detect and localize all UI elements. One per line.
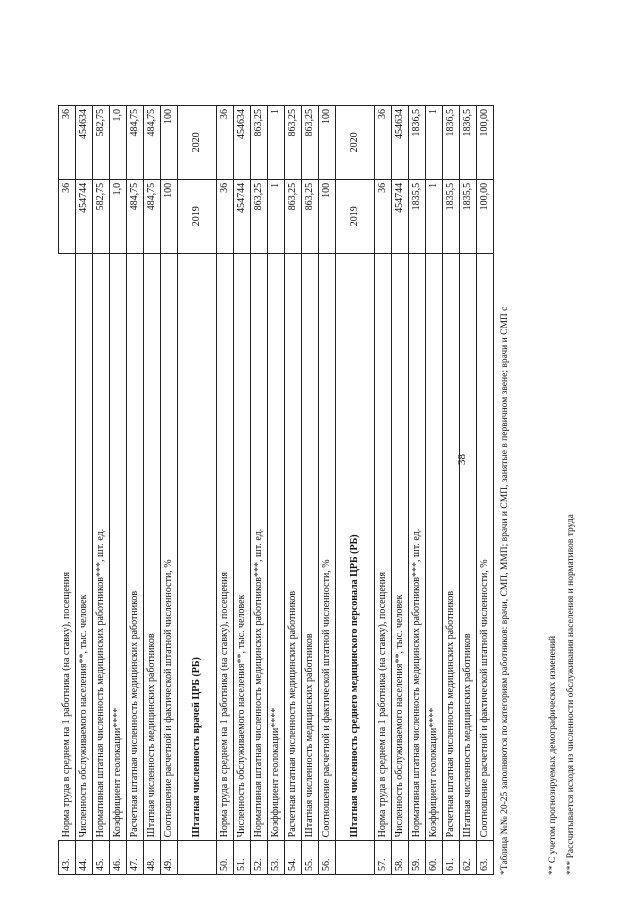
table-row — [375, 106, 392, 875]
row-label: Норма труда в среднем на 1 работника (на ставку), посещения — [375, 253, 392, 841]
table-row — [76, 106, 93, 875]
value-2019: 2019 — [178, 179, 217, 253]
value-2019: 36 — [217, 179, 234, 253]
row-label: Норма труда в среднем на 1 работника (на ставку), посещения — [59, 253, 76, 841]
value-2020: 36 — [59, 106, 76, 180]
value-2020: 454634 — [392, 106, 409, 180]
row-number: 47. — [127, 841, 144, 875]
value-2019: 582,75 — [93, 179, 110, 253]
value-2019: 1,0 — [110, 179, 127, 253]
value-2020: 36 — [217, 106, 234, 180]
value-2020: 484,75 — [127, 106, 144, 180]
row-label: Штатная численность среднего медицинского персонала ЦРБ (РБ) — [336, 253, 375, 841]
row-number: 58. — [392, 841, 409, 875]
value-2019: 100,00 — [477, 179, 494, 253]
row-number: 49. — [161, 841, 178, 875]
row-label: Штатная численность медицинских работников — [144, 253, 161, 841]
row-label: Расчетная штатная численность медицинских работников — [443, 253, 460, 841]
row-label: Коэффициент геолокации**** — [426, 253, 443, 841]
footnote-1: *Таблица №№ 20-25 заполняются по категориям работников: врачи, СМП, ММП; врачи и СМП, занятые в первичном звене; врачи и СМП с — [500, 306, 510, 875]
table-row — [268, 106, 285, 875]
row-label: Расчетная штатная численность медицинских работников — [285, 253, 302, 841]
row-number — [178, 841, 217, 875]
value-2020: 582,75 — [93, 106, 110, 180]
table-row — [234, 106, 251, 875]
value-2020: 1836,5 — [443, 106, 460, 180]
value-2019: 2019 — [336, 179, 375, 253]
table-row — [302, 106, 319, 875]
row-number: 44. — [76, 841, 93, 875]
row-number: 46. — [110, 841, 127, 875]
value-2020: 863,25 — [302, 106, 319, 180]
value-2020: 36 — [375, 106, 392, 180]
row-number: 53. — [268, 841, 285, 875]
row-label: Численность обслуживаемого населения**, тыс. человек — [392, 253, 409, 841]
row-number: 51. — [234, 841, 251, 875]
row-label: Коэффициент геолокации**** — [268, 253, 285, 841]
row-number: 61. — [443, 841, 460, 875]
value-2020: 863,25 — [251, 106, 268, 180]
value-2020: 863,25 — [285, 106, 302, 180]
value-2019: 1 — [268, 179, 285, 253]
row-number: 56. — [319, 841, 336, 875]
row-label: Штатная численность врачей ЦРБ (РБ) — [178, 253, 217, 841]
row-number: 43. — [59, 841, 76, 875]
table-row — [285, 106, 302, 875]
row-number: 50. — [217, 841, 234, 875]
row-number: 57. — [375, 841, 392, 875]
footnote-3: *** Рассчитывается исходя из численности обслуживания населения и нормативов труда — [566, 514, 576, 875]
value-2020: 454634 — [76, 106, 93, 180]
value-2020: 100,00 — [477, 106, 494, 180]
row-number: 63. — [477, 841, 494, 875]
value-2019: 1 — [426, 179, 443, 253]
table-row — [477, 106, 494, 875]
value-2019: 1835,5 — [443, 179, 460, 253]
section-header-row — [178, 106, 217, 875]
value-2019: 100 — [319, 179, 336, 253]
value-2019: 484,75 — [144, 179, 161, 253]
section-header-row — [336, 106, 375, 875]
row-label: Коэффициент геолокации**** — [110, 253, 127, 841]
table-row — [392, 106, 409, 875]
value-2019: 863,25 — [302, 179, 319, 253]
table-row — [110, 106, 127, 875]
row-number — [336, 841, 375, 875]
row-number: 59. — [409, 841, 426, 875]
value-2020: 1836,5 — [409, 106, 426, 180]
value-2019: 863,25 — [251, 179, 268, 253]
row-label: Нормативная штатная численность медицинских работников***, шт. ед. — [251, 253, 268, 841]
page-number: 38 — [456, 454, 468, 465]
table-row — [127, 106, 144, 875]
value-2019: 100 — [161, 179, 178, 253]
value-2020: 1 — [426, 106, 443, 180]
table-row — [409, 106, 426, 875]
table-row — [319, 106, 336, 875]
table-row — [59, 106, 76, 875]
value-2019: 454744 — [76, 179, 93, 253]
value-2020: 100 — [161, 106, 178, 180]
value-2020: 1 — [268, 106, 285, 180]
row-number: 54. — [285, 841, 302, 875]
row-label: Соотношение расчетной и фактической штатной численности, % — [319, 253, 336, 841]
table-row — [251, 106, 268, 875]
row-number: 48. — [144, 841, 161, 875]
table-row — [217, 106, 234, 875]
value-2020: 100 — [319, 106, 336, 180]
value-2019: 1835,5 — [460, 179, 477, 253]
table-row — [144, 106, 161, 875]
row-label: Нормативная штатная численность медицинских работников***, шт. ед. — [93, 253, 110, 841]
row-label: Расчетная штатная численность медицинских работников — [127, 253, 144, 841]
table-row — [161, 106, 178, 875]
value-2019: 36 — [59, 179, 76, 253]
row-number: 52. — [251, 841, 268, 875]
value-2020: 1,0 — [110, 106, 127, 180]
staffing-table — [58, 105, 494, 875]
value-2019: 454744 — [234, 179, 251, 253]
value-2019: 36 — [375, 179, 392, 253]
row-label: Нормативная штатная численность медицинских работников***, шт. ед. — [409, 253, 426, 841]
table-row — [426, 106, 443, 875]
row-number: 62. — [460, 841, 477, 875]
footnote-2: ** С учетом прогнозируемых демографических изменений — [548, 635, 558, 875]
value-2019: 863,25 — [285, 179, 302, 253]
value-2020: 2020 — [178, 106, 217, 180]
value-2020: 454634 — [234, 106, 251, 180]
value-2019: 1835,5 — [409, 179, 426, 253]
value-2020: 1836,5 — [460, 106, 477, 180]
row-label: Норма труда в среднем на 1 работника (на ставку), посещения — [217, 253, 234, 841]
value-2020: 2020 — [336, 106, 375, 180]
row-number: 45. — [93, 841, 110, 875]
table-row — [93, 106, 110, 875]
row-label: Штатная численность медицинских работников — [460, 253, 477, 841]
table-row — [460, 106, 477, 875]
row-label: Численность обслуживаемого населения**, тыс. человек — [234, 253, 251, 841]
value-2019: 484,75 — [127, 179, 144, 253]
row-label: Численность обслуживаемого населения**, тыс. человек — [76, 253, 93, 841]
value-2020: 484,75 — [144, 106, 161, 180]
row-number: 60. — [426, 841, 443, 875]
row-label: Соотношение расчетной и фактической штатной численности, % — [477, 253, 494, 841]
row-label: Штатная численность медицинских работников — [302, 253, 319, 841]
row-label: Соотношение расчетной и фактической штатной численности, % — [161, 253, 178, 841]
row-number: 55. — [302, 841, 319, 875]
value-2019: 454744 — [392, 179, 409, 253]
table-row — [443, 106, 460, 875]
